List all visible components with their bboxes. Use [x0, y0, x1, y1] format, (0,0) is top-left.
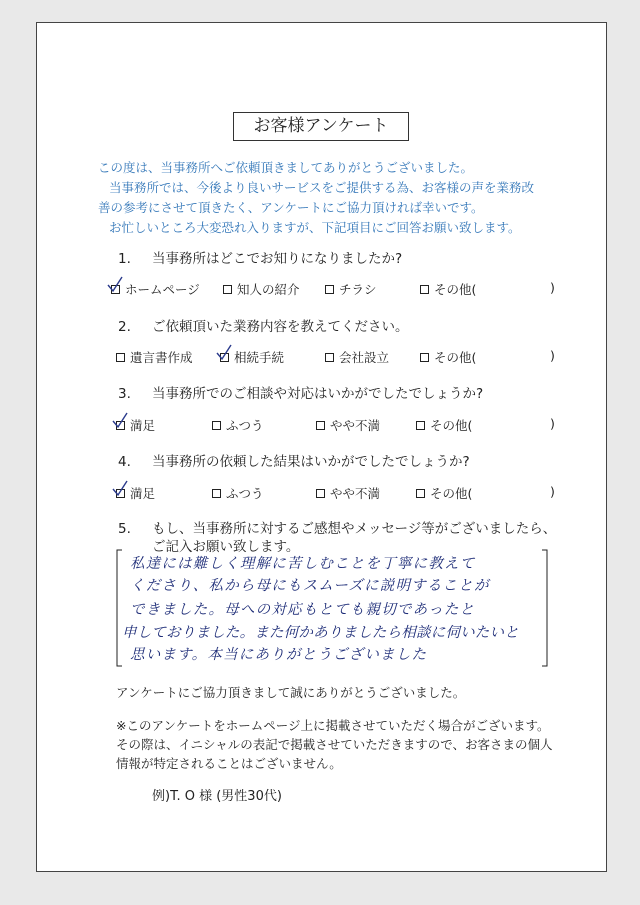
- option-label: ホームページ: [125, 282, 200, 297]
- example-text: 例)T. O 様 (男性30代): [152, 789, 282, 804]
- option-checkbox[interactable]: [220, 348, 284, 366]
- option-checkbox[interactable]: [223, 280, 300, 298]
- thanks-text: アンケートにご協力頂きまして誠にありがとうございました。: [116, 685, 466, 700]
- checkbox[interactable]: [316, 489, 325, 498]
- checkbox[interactable]: [116, 421, 125, 430]
- right-bracket: [542, 549, 548, 667]
- question-2: [118, 315, 409, 335]
- check-mark-icon: [216, 345, 232, 361]
- intro-line: 善の参考にさせて頂きたく、アンケートにご協力頂ければ幸いです。: [98, 200, 484, 215]
- intro-line: お忙しいところ大変恐れ入りますが、下記項目にご回答お願い致します。: [109, 220, 521, 235]
- checkbox[interactable]: [116, 489, 125, 498]
- checkbox[interactable]: [416, 489, 425, 498]
- option-checkbox[interactable]: [116, 416, 155, 434]
- question-text: 当事務所でのご相談や対応はいかがでしたでしょうか?: [152, 386, 484, 402]
- handwritten-comment-line: できました。母への対応もとても親切であったと: [130, 602, 476, 618]
- option-checkbox[interactable]: [316, 484, 380, 502]
- option-checkbox[interactable]: [325, 348, 389, 366]
- question-text: もし、当事務所に対するご感想やメッセージ等がございましたら、: [152, 521, 557, 537]
- handwritten-comment-line: くださり、私から母にもスムーズに説明することが: [130, 578, 490, 594]
- option-label: その他(: [434, 282, 477, 297]
- option-label: やや不満: [330, 486, 381, 501]
- question-text: 当事務所の依頼した結果はいかがでしたでしょうか?: [152, 454, 470, 470]
- option-label: 相続手続: [234, 350, 285, 365]
- option-checkbox[interactable]: [111, 280, 200, 298]
- check-mark-icon: [107, 277, 123, 293]
- notice-line: 情報が特定されることはございません。: [116, 756, 342, 771]
- checkbox[interactable]: [116, 353, 125, 362]
- checkbox[interactable]: [212, 421, 221, 430]
- notice-line: その際は、イニシャルの表記で掲載させていただきますので、お客さまの個人: [116, 737, 553, 752]
- question-5-line2: ご記入お願い致します。: [152, 539, 300, 555]
- close-paren: ): [550, 348, 555, 363]
- option-label: 知人の紹介: [237, 282, 300, 297]
- check-mark-icon: [112, 481, 128, 497]
- page-title: お客様アンケート: [233, 112, 409, 141]
- checkbox[interactable]: [416, 421, 425, 430]
- option-checkbox[interactable]: [416, 484, 472, 502]
- option-label: チラシ: [339, 282, 377, 297]
- checkbox[interactable]: [111, 285, 120, 294]
- option-checkbox[interactable]: [116, 484, 155, 502]
- option-label: 遺言書作成: [130, 350, 193, 365]
- question-number: 3.: [118, 386, 131, 402]
- option-checkbox[interactable]: [116, 348, 193, 366]
- option-checkbox[interactable]: [416, 416, 472, 434]
- option-label: ふつう: [226, 418, 264, 433]
- question-5: [118, 517, 556, 537]
- question-4: [118, 450, 470, 470]
- option-checkbox[interactable]: [212, 416, 264, 434]
- checkbox[interactable]: [420, 285, 429, 294]
- question-text: ご依頼頂いた業務内容を教えてください。: [152, 319, 409, 335]
- checkbox[interactable]: [325, 353, 334, 362]
- close-paren: ): [550, 280, 555, 295]
- question-number: 5.: [118, 521, 131, 537]
- option-label: その他(: [430, 418, 473, 433]
- intro-line: この度は、当事務所へご依頼頂きましてありがとうございました。: [98, 160, 474, 175]
- checkbox[interactable]: [325, 285, 334, 294]
- option-label: 満足: [130, 418, 156, 433]
- question-number: 4.: [118, 454, 131, 470]
- left-bracket: [116, 549, 122, 667]
- option-checkbox[interactable]: [316, 416, 380, 434]
- question-text: 当事務所はどこでお知りになりましたか?: [152, 251, 403, 267]
- question-1: [118, 247, 402, 267]
- question-number: 2.: [118, 319, 131, 335]
- question-number: 1.: [118, 251, 131, 267]
- option-label: その他(: [430, 486, 473, 501]
- option-label: 満足: [130, 486, 156, 501]
- checkbox[interactable]: [212, 489, 221, 498]
- checkbox[interactable]: [220, 353, 229, 362]
- checkbox[interactable]: [420, 353, 429, 362]
- close-paren: ): [550, 484, 555, 499]
- handwritten-comment-line: 思います。本当にありがとうございました: [130, 647, 428, 663]
- option-checkbox[interactable]: [420, 280, 476, 298]
- option-checkbox[interactable]: [420, 348, 476, 366]
- close-paren: ): [550, 416, 555, 431]
- option-checkbox[interactable]: [325, 280, 377, 298]
- handwritten-comment-line: 私達には難しく理解に苦しむことを丁寧に教えて: [130, 556, 476, 572]
- checkbox[interactable]: [223, 285, 232, 294]
- option-label: 会社設立: [339, 350, 390, 365]
- intro-line: 当事務所では、今後より良いサービスをご提供する為、お客様の声を業務改: [109, 180, 535, 195]
- question-3: [118, 382, 483, 402]
- option-label: その他(: [434, 350, 477, 365]
- handwritten-comment-line: 申しておりました。また何かありましたら相談に伺いたいと: [122, 625, 519, 641]
- notice-line: ※このアンケートをホームページ上に掲載させていただく場合がございます。: [116, 718, 550, 733]
- option-checkbox[interactable]: [212, 484, 264, 502]
- option-label: ふつう: [226, 486, 264, 501]
- check-mark-icon: [112, 413, 128, 429]
- checkbox[interactable]: [316, 421, 325, 430]
- option-label: やや不満: [330, 418, 381, 433]
